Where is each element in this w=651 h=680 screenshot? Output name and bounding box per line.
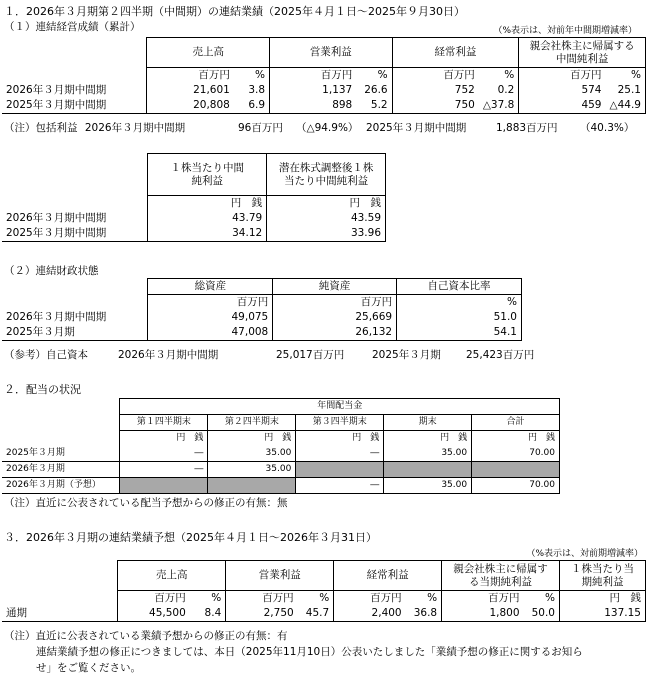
cell bbox=[472, 462, 560, 478]
equity-cur-value: 25,017百万円 bbox=[276, 349, 345, 361]
cell: 36.8 bbox=[406, 606, 442, 622]
cell: 2,750 bbox=[226, 606, 298, 622]
cell: 574 bbox=[519, 83, 606, 98]
cell: 43.79 bbox=[148, 211, 267, 226]
header-sales: 売上高 bbox=[118, 561, 226, 591]
operating-results-subtitle: （１）連結経営成績（累計） bbox=[4, 21, 141, 33]
cell: 1,137 bbox=[270, 83, 357, 98]
cell: ― bbox=[120, 446, 208, 462]
header-equity-ratio: 自己資本比率 bbox=[397, 279, 522, 295]
cell bbox=[384, 462, 472, 478]
header-diluted-eps: 潜在株式調整後１株当たり中間純利益 bbox=[267, 154, 386, 196]
equity-prev-label: 2025年３月期 bbox=[372, 349, 441, 361]
table-row bbox=[2, 83, 646, 98]
forecast-revision-detail: 連結業績予想の修正につきましては、本日（2025年11月10日）公表いたしました「業績予想の修正に関するお知ら bbox=[36, 646, 583, 658]
comp-prev-value: 1,883百万円 bbox=[496, 122, 558, 134]
cell: 70.00 bbox=[472, 478, 560, 494]
unit-label: % bbox=[479, 68, 519, 84]
cell: 35.00 bbox=[384, 446, 472, 462]
cell: 6.9 bbox=[234, 98, 270, 114]
table-row bbox=[2, 310, 522, 325]
equity-prev-value: 25,423百万円 bbox=[466, 349, 535, 361]
equity-cur-label: 2026年３月期中間期 bbox=[118, 349, 219, 361]
table-row bbox=[2, 606, 646, 622]
table-row bbox=[2, 478, 560, 494]
cell: ― bbox=[120, 462, 208, 478]
cell bbox=[208, 478, 296, 494]
row-label: 2026年３月期（予想） bbox=[2, 478, 120, 494]
cell: 459 bbox=[519, 98, 606, 114]
row-label: 2025年３月期 bbox=[2, 446, 120, 462]
cell: 26.6 bbox=[356, 83, 392, 98]
unit-label: 百万円 bbox=[147, 68, 234, 84]
comp-prev-pct: （40.3%） bbox=[580, 122, 635, 134]
table-row bbox=[2, 446, 560, 462]
annual-dividends-header: 年間配当金 bbox=[120, 399, 560, 415]
header-year-end: 期末 bbox=[384, 415, 472, 431]
unit-label: 円 銭 bbox=[296, 431, 384, 447]
forecast-revision-detail-2: せ」をご覧ください。 bbox=[36, 662, 141, 674]
table-row bbox=[2, 211, 386, 226]
table-row bbox=[2, 462, 560, 478]
pct-note: （%表示は、対前年中間期増減率） bbox=[493, 26, 637, 36]
header-total: 合計 bbox=[472, 415, 560, 431]
cell: 25,669 bbox=[273, 310, 397, 325]
comp-cur-value: 96百万円 bbox=[238, 122, 283, 134]
section2-title: ２．配当の状況 bbox=[4, 383, 81, 396]
unit-label: 円 銭 bbox=[472, 431, 560, 447]
comp-label: （注）包括利益 bbox=[4, 122, 78, 134]
cell: 43.59 bbox=[267, 211, 386, 226]
cell: 51.0 bbox=[397, 310, 522, 325]
header-q1: 第１四半期末 bbox=[120, 415, 208, 431]
forecast-table bbox=[2, 560, 646, 622]
cell: 898 bbox=[270, 98, 357, 114]
unit-label: % bbox=[356, 68, 392, 84]
row-label: 2025年３月期中間期 bbox=[2, 226, 148, 242]
financial-position-table bbox=[2, 278, 522, 341]
unit-label: 円 銭 bbox=[384, 431, 472, 447]
comp-cur-pct: （△94.9%） bbox=[296, 122, 359, 134]
unit-label: 百万円 bbox=[392, 68, 479, 84]
comprehensive-income-note bbox=[4, 120, 185, 135]
unit-label: 百万円 bbox=[273, 295, 397, 311]
unit-label: 百万円 bbox=[519, 68, 606, 84]
cell: 1,800 bbox=[442, 606, 524, 622]
financial-position-subtitle: （２）連結財政状態 bbox=[4, 265, 99, 277]
header-operating-profit: 営業利益 bbox=[226, 561, 334, 591]
cell: 21,601 bbox=[147, 83, 234, 98]
section3-title: ３．2026年３月期の連結業績予想（2025年４月１日～2026年３月31日） bbox=[4, 531, 377, 544]
cell: 54.1 bbox=[397, 325, 522, 341]
header-sales: 売上高 bbox=[147, 38, 270, 68]
unit-label: 百万円 bbox=[270, 68, 357, 84]
unit-label: % bbox=[605, 68, 645, 84]
unit-label: 円 銭 bbox=[560, 591, 646, 607]
cell: 50.0 bbox=[524, 606, 560, 622]
cell: 5.2 bbox=[356, 98, 392, 114]
cell: ― bbox=[296, 478, 384, 494]
header-q2: 第２四半期末 bbox=[208, 415, 296, 431]
row-label: 2025年３月期中間期 bbox=[2, 98, 147, 114]
comp-prev-label: 2025年３月期中間期 bbox=[366, 122, 467, 134]
unit-label: % bbox=[190, 591, 226, 607]
row-label: 2026年３月期 bbox=[2, 462, 120, 478]
unit-label: 百万円 bbox=[118, 591, 190, 607]
header-eps: １株当たり中間純利益 bbox=[148, 154, 267, 196]
unit-label: 円 銭 bbox=[120, 431, 208, 447]
cell: 752 bbox=[392, 83, 479, 98]
unit-label: % bbox=[234, 68, 270, 84]
cell: ― bbox=[296, 446, 384, 462]
header-q3: 第３四半期末 bbox=[296, 415, 384, 431]
cell: △37.8 bbox=[479, 98, 519, 114]
unit-label: 百万円 bbox=[442, 591, 524, 607]
row-label: 2026年３月期中間期 bbox=[2, 211, 148, 226]
table-row bbox=[2, 226, 386, 242]
cell: 35.00 bbox=[208, 462, 296, 478]
unit-label: 円 銭 bbox=[208, 431, 296, 447]
equity-note-label: （参考）自己資本 bbox=[4, 349, 88, 361]
cell: 750 bbox=[392, 98, 479, 114]
header-net-profit: 親会社株主に帰属する中間純利益 bbox=[519, 38, 646, 68]
row-label: 2026年３月期中間期 bbox=[2, 310, 148, 325]
header-net-profit: 親会社株主に帰属する当期純利益 bbox=[442, 561, 560, 591]
unit-label: % bbox=[406, 591, 442, 607]
cell: 35.00 bbox=[208, 446, 296, 462]
dividend-revision-note: （注）直近に公表されている配当予想からの修正の有無：無 bbox=[4, 497, 288, 509]
header-eps: １株当たり当期純利益 bbox=[560, 561, 646, 591]
row-label: 通期 bbox=[2, 606, 118, 622]
cell: 34.12 bbox=[148, 226, 267, 242]
header-ordinary-profit: 経常利益 bbox=[334, 561, 442, 591]
unit-label: 円 銭 bbox=[148, 196, 267, 212]
unit-label: % bbox=[524, 591, 560, 607]
cell: 0.2 bbox=[479, 83, 519, 98]
row-label: 2025年３月期 bbox=[2, 325, 148, 341]
row-label: 2026年３月期中間期 bbox=[2, 83, 147, 98]
comp-cur-label: 2026年３月期中間期 bbox=[84, 122, 186, 134]
cell: △44.9 bbox=[605, 98, 645, 114]
cell bbox=[120, 478, 208, 494]
header-ordinary-profit: 経常利益 bbox=[392, 38, 519, 68]
cell: 2,400 bbox=[334, 606, 406, 622]
cell: 33.96 bbox=[267, 226, 386, 242]
cell: 45,500 bbox=[118, 606, 190, 622]
cell: 49,075 bbox=[148, 310, 273, 325]
header-operating-profit: 営業利益 bbox=[270, 38, 393, 68]
cell: 20,808 bbox=[147, 98, 234, 114]
forecast-revision-note: （注）直近に公表されている業績予想からの修正の有無：有 bbox=[4, 630, 288, 642]
unit-label: % bbox=[397, 295, 522, 311]
dividends-table bbox=[2, 398, 560, 494]
cell: 45.7 bbox=[298, 606, 334, 622]
cell: 35.00 bbox=[384, 478, 472, 494]
cell: 8.4 bbox=[190, 606, 226, 622]
operating-results-table bbox=[2, 37, 646, 114]
cell: 26,132 bbox=[273, 325, 397, 341]
unit-label: 円 銭 bbox=[267, 196, 386, 212]
cell bbox=[296, 462, 384, 478]
cell: 70.00 bbox=[472, 446, 560, 462]
header-net-assets: 純資産 bbox=[273, 279, 397, 295]
unit-label: 百万円 bbox=[148, 295, 273, 311]
eps-table bbox=[2, 153, 386, 242]
section1-title: １．2026年３月期第２四半期（中間期）の連結業績（2025年４月１日～2025年９月30日） bbox=[4, 5, 465, 18]
cell: 47,008 bbox=[148, 325, 273, 341]
table-row bbox=[2, 98, 646, 114]
unit-label: 百万円 bbox=[226, 591, 298, 607]
table-row bbox=[2, 325, 522, 341]
unit-label: 百万円 bbox=[334, 591, 406, 607]
forecast-pct-note: （%表示は、対前期増減率） bbox=[526, 549, 643, 559]
cell: 3.8 bbox=[234, 83, 270, 98]
unit-label: % bbox=[298, 591, 334, 607]
header-total-assets: 総資産 bbox=[148, 279, 273, 295]
cell: 25.1 bbox=[605, 83, 645, 98]
cell: 137.15 bbox=[560, 606, 646, 622]
